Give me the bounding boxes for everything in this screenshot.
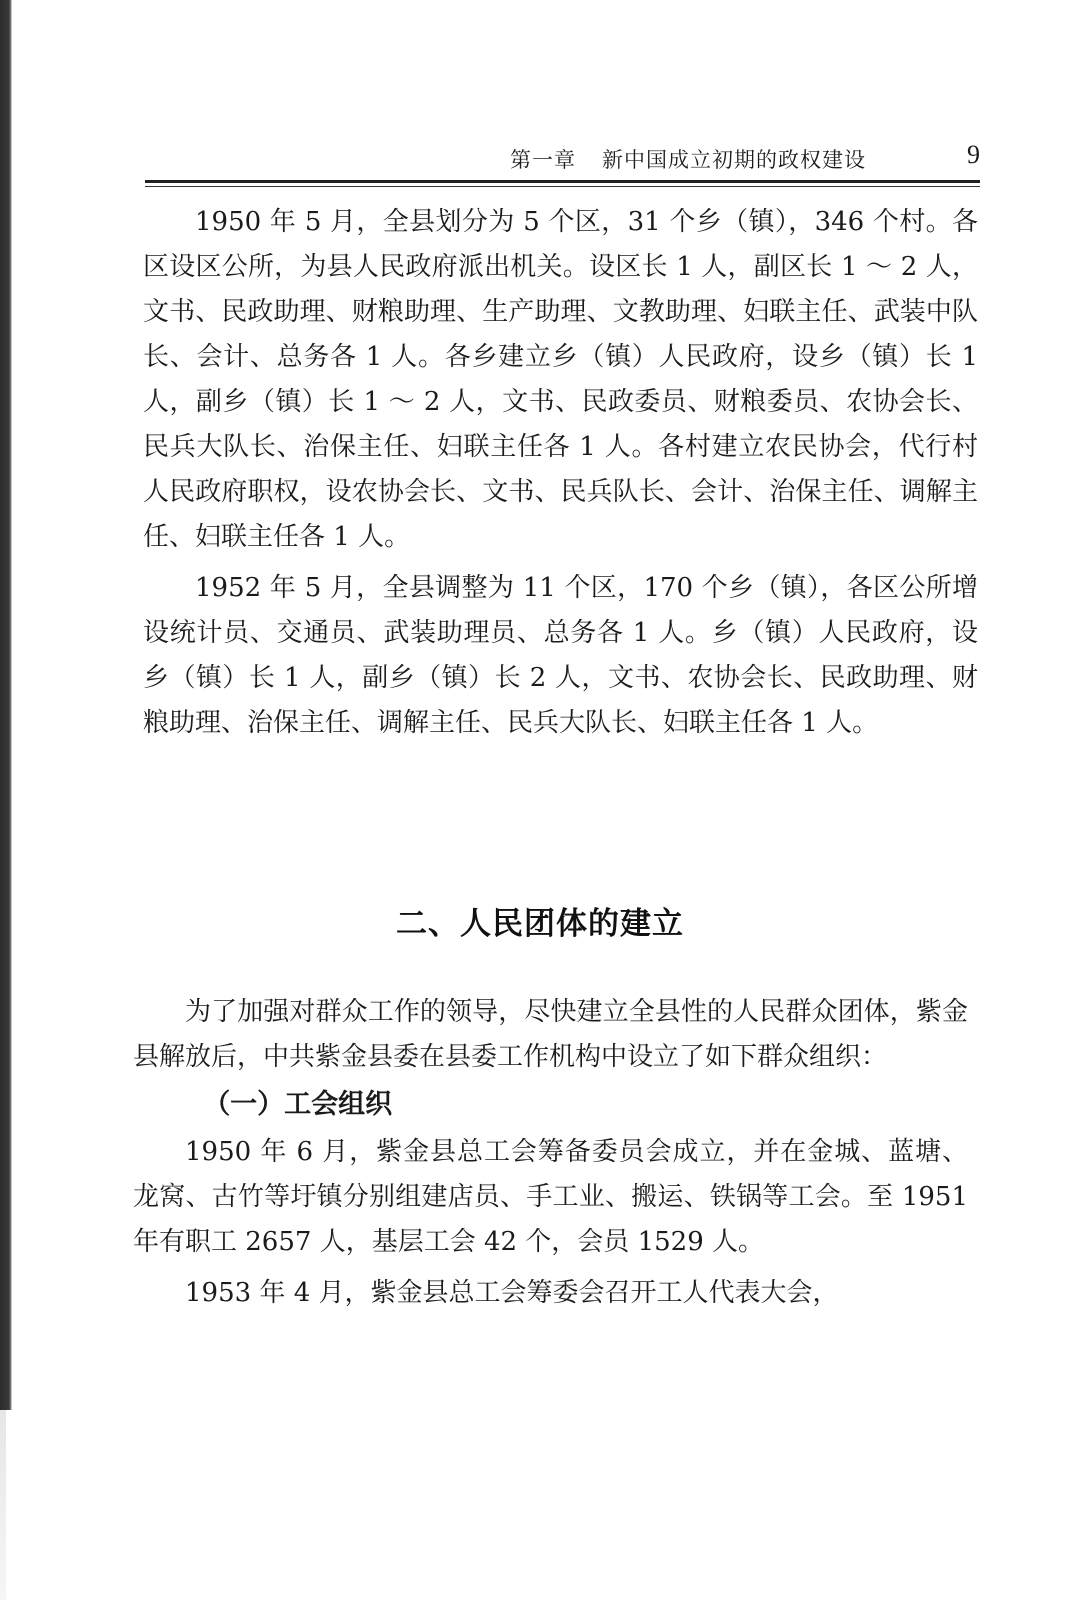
paragraph: 1950 年 6 月，紫金县总工会筹备委员会成立，并在金城、蓝塘、龙窝、古竹等圩镇分别组建店员、手工业、搬运、铁锅等工会。至 1951 年有职工 2657 人，基层工会 42 个，会员 1529 人。 <box>133 1137 968 1257</box>
body-text-top <box>143 200 978 746</box>
page-number: 9 <box>967 140 980 169</box>
paragraph: 1952 年 5 月，全县调整为 11 个区，170 个乡（镇），各区公所增设统计员、交通员、武装助理员、总务各 1 人。乡（镇）人民政府，设乡（镇）长 1 人，副乡（镇）长 2 人，文书、农协会长、民政助理、财粮助理、治保主任、调解主任、民兵大队长、妇联主任各 1 人。 <box>143 573 978 738</box>
subsection-heading: （一）工会组织 <box>203 1089 393 1120</box>
paragraph: 为了加强对群众工作的领导，尽快建立全县性的人民群众团体，紫金县解放后，中共紫金县委在县委工作机构中设立了如下群众组织： <box>133 997 968 1072</box>
chapter-label: 第一章 <box>510 148 576 172</box>
body-text-bottom <box>133 990 968 1316</box>
paragraph: 1953 年 4 月，紫金县总工会筹委会召开工人代表大会， <box>185 1278 839 1308</box>
scan-edge-lower <box>0 1410 6 1600</box>
scan-edge <box>0 0 12 1410</box>
paragraph: 1950 年 5 月，全县划分为 5 个区，31 个乡（镇），346 个村。各区设区公所，为县人民政府派出机关。设区长 1 人，副区长 1 ～ 2 人，文书、民政助理、财粮助理、生产助理、文教助理、妇联主任、武装中队长、会计、总务各 1 人。各乡建立乡（镇）人民政府，设乡（镇）长 1 人，副乡（镇）长 1 ～ 2 人，文书、民政委员、财粮委员、农协会长、民兵大队长、治保主任、妇联主任各 1 人。各村建立农民协会，代行村人民政府职权，设农协会长、文书、民兵队长、会计、治保主任、调解主任、妇联主任各 1 人。 <box>143 207 978 552</box>
header-rule-thin <box>145 186 980 187</box>
section-heading: 二、人民团体的建立 <box>396 906 684 942</box>
header-rule-thick <box>145 180 980 183</box>
chapter-title <box>510 144 866 174</box>
running-head <box>145 140 980 180</box>
chapter-name: 新中国成立初期的政权建设 <box>602 148 866 172</box>
